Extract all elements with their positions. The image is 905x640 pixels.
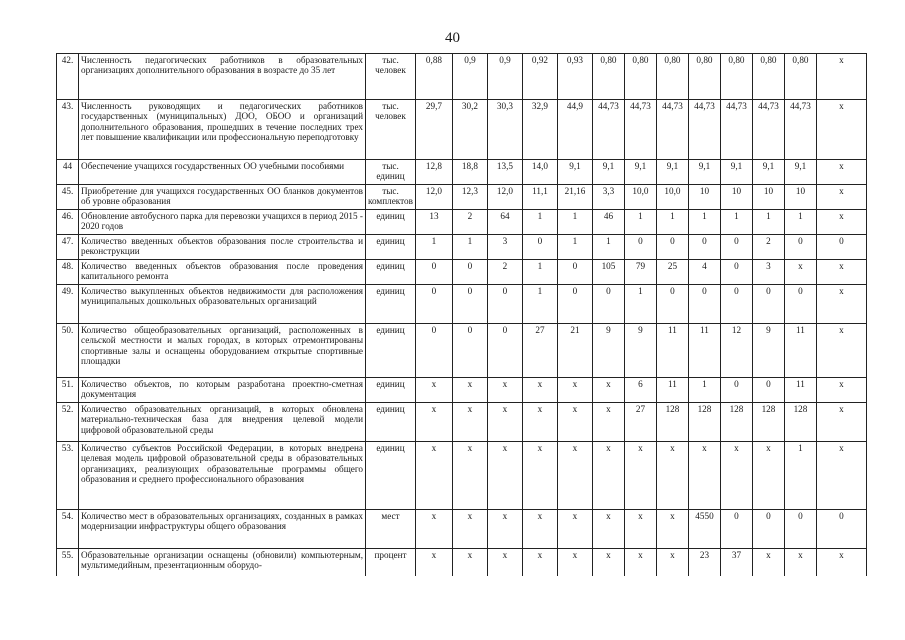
table-row — [57, 549, 867, 576]
row-number-cell: 55. — [57, 549, 79, 576]
unit-cell: тыс. человек — [366, 100, 416, 160]
value-cell: 9,1 — [557, 160, 592, 185]
value-cell: 13 — [415, 210, 452, 235]
value-cell: 4550 — [688, 510, 720, 549]
unit-cell: единиц — [366, 324, 416, 378]
row-number-cell: 48. — [57, 260, 79, 285]
value-cell: 128 — [688, 403, 720, 442]
value-cell: 0,88 — [415, 54, 452, 100]
value-cell: x — [656, 442, 688, 510]
row-number-cell: 51. — [57, 378, 79, 403]
value-cell: x — [816, 378, 866, 403]
row-number-cell: 44 — [57, 160, 79, 185]
value-cell: 0 — [592, 285, 624, 324]
value-cell: 1 — [557, 235, 592, 260]
unit-cell: тыс. человек — [366, 54, 416, 100]
value-cell: x — [415, 378, 452, 403]
value-cell: 10,0 — [656, 185, 688, 210]
unit-cell: тыс. комплектов — [366, 185, 416, 210]
table-row — [57, 235, 867, 260]
value-cell: 0 — [720, 260, 752, 285]
value-cell: 128 — [656, 403, 688, 442]
unit-cell: мест — [366, 510, 416, 549]
value-cell: x — [784, 549, 816, 576]
value-cell: x — [487, 378, 522, 403]
value-cell: 2 — [752, 235, 784, 260]
value-cell: 64 — [487, 210, 522, 235]
row-number-cell: 53. — [57, 442, 79, 510]
value-cell: x — [816, 54, 866, 100]
row-number-cell: 42. — [57, 54, 79, 100]
value-cell: 12,0 — [415, 185, 452, 210]
value-cell: x — [624, 549, 656, 576]
table-row — [57, 442, 867, 510]
value-cell: 0 — [452, 260, 487, 285]
value-cell: x — [487, 403, 522, 442]
value-cell: 0 — [752, 510, 784, 549]
indicator-description-cell: Количество мест в образовательных организациях, созданных в рамках модернизации инфраструктуры общего образования — [79, 510, 366, 549]
unit-cell: единиц — [366, 403, 416, 442]
value-cell: 44,73 — [784, 100, 816, 160]
value-cell: 0,80 — [720, 54, 752, 100]
value-cell: x — [816, 442, 866, 510]
value-cell: 0 — [415, 285, 452, 324]
value-cell: 3 — [752, 260, 784, 285]
value-cell: 9,1 — [784, 160, 816, 185]
value-cell: x — [487, 510, 522, 549]
value-cell: 4 — [688, 260, 720, 285]
indicator-description-cell: Количество введенных объектов образования после строительства и реконструкции — [79, 235, 366, 260]
value-cell: 12,3 — [452, 185, 487, 210]
table-row — [57, 378, 867, 403]
value-cell: 44,73 — [752, 100, 784, 160]
value-cell: 23 — [688, 549, 720, 576]
value-cell: 30,3 — [487, 100, 522, 160]
row-number-cell: 49. — [57, 285, 79, 324]
table-row — [57, 285, 867, 324]
value-cell: 27 — [624, 403, 656, 442]
value-cell: 11 — [784, 378, 816, 403]
unit-cell: единиц — [366, 442, 416, 510]
value-cell: 44,9 — [557, 100, 592, 160]
value-cell: 0 — [415, 260, 452, 285]
value-cell: 10 — [784, 185, 816, 210]
unit-cell: единиц — [366, 210, 416, 235]
unit-cell: единиц — [366, 285, 416, 324]
indicator-description-cell: Количество образовательных организаций, в которых обновлена материально-техническая база для внедрения целевой модели цифровой образовательной среды — [79, 403, 366, 442]
value-cell: 0 — [752, 378, 784, 403]
value-cell: 21 — [557, 324, 592, 378]
value-cell: 128 — [784, 403, 816, 442]
value-cell: 3,3 — [592, 185, 624, 210]
unit-cell: единиц — [366, 235, 416, 260]
value-cell: 1 — [688, 210, 720, 235]
value-cell: x — [522, 442, 557, 510]
value-cell: 1 — [720, 210, 752, 235]
value-cell: x — [656, 510, 688, 549]
value-cell: 30,2 — [452, 100, 487, 160]
value-cell: x — [816, 549, 866, 576]
table-body — [57, 54, 867, 576]
value-cell: 105 — [592, 260, 624, 285]
value-cell: x — [452, 378, 487, 403]
value-cell: x — [487, 442, 522, 510]
value-cell: 0 — [522, 235, 557, 260]
value-cell: x — [452, 442, 487, 510]
value-cell: x — [557, 549, 592, 576]
indicator-description-cell: Обновление автобусного парка для перевозки учащихся в период 2015 - 2020 годов — [79, 210, 366, 235]
table-row — [57, 403, 867, 442]
value-cell: 9,1 — [592, 160, 624, 185]
value-cell: 0 — [624, 235, 656, 260]
value-cell: 0,9 — [452, 54, 487, 100]
value-cell: x — [592, 378, 624, 403]
table-row — [57, 260, 867, 285]
indicator-description-cell: Численность руководящих и педагогических работников государственных (муниципальных) ДОО, ОБОО и организаций дополнительного образования, прошедших в течение последних трех лет повышение квалификации или профессиональную переподготовку — [79, 100, 366, 160]
table-row — [57, 160, 867, 185]
row-number-cell: 45. — [57, 185, 79, 210]
value-cell: 0,80 — [752, 54, 784, 100]
value-cell: 128 — [752, 403, 784, 442]
value-cell: x — [487, 549, 522, 576]
value-cell: 0 — [816, 235, 866, 260]
value-cell: x — [720, 442, 752, 510]
value-cell: 0 — [720, 378, 752, 403]
indicator-description-cell: Количество объектов, по которым разработана проектно-сметная документация — [79, 378, 366, 403]
indicator-description-cell: Количество введенных объектов образования после проведения капитального ремонта — [79, 260, 366, 285]
value-cell: 0 — [784, 235, 816, 260]
unit-cell: тыс. единиц — [366, 160, 416, 185]
page-number: 40 — [445, 30, 460, 46]
value-cell: 1 — [592, 235, 624, 260]
row-number-cell: 47. — [57, 235, 79, 260]
value-cell: x — [816, 403, 866, 442]
value-cell: x — [784, 260, 816, 285]
value-cell: 9,1 — [752, 160, 784, 185]
value-cell: x — [452, 549, 487, 576]
value-cell: 1 — [656, 210, 688, 235]
value-cell: 0 — [656, 285, 688, 324]
value-cell: 11,1 — [522, 185, 557, 210]
value-cell: 9,1 — [624, 160, 656, 185]
value-cell: 10 — [720, 185, 752, 210]
value-cell: 0,80 — [784, 54, 816, 100]
value-cell: 0 — [656, 235, 688, 260]
value-cell: x — [592, 403, 624, 442]
value-cell: x — [816, 260, 866, 285]
value-cell: 10 — [752, 185, 784, 210]
value-cell: 0,80 — [624, 54, 656, 100]
value-cell: 3 — [487, 235, 522, 260]
value-cell: x — [452, 510, 487, 549]
value-cell: 0,92 — [522, 54, 557, 100]
value-cell: 11 — [784, 324, 816, 378]
value-cell: 1 — [752, 210, 784, 235]
value-cell: x — [624, 442, 656, 510]
value-cell: x — [816, 185, 866, 210]
value-cell: 6 — [624, 378, 656, 403]
value-cell: x — [557, 403, 592, 442]
value-cell: 21,16 — [557, 185, 592, 210]
table-row — [57, 210, 867, 235]
value-cell: x — [816, 160, 866, 185]
value-cell: 12 — [720, 324, 752, 378]
value-cell: 10 — [688, 185, 720, 210]
value-cell: 10,0 — [624, 185, 656, 210]
value-cell: 25 — [656, 260, 688, 285]
indicator-description-cell: Образовательные организации оснащены (обновили) компьютерным, мультимедийным, презентационным оборудо- — [79, 549, 366, 576]
value-cell: 1 — [415, 235, 452, 260]
value-cell: 44,73 — [656, 100, 688, 160]
value-cell: 9,1 — [656, 160, 688, 185]
value-cell: 2 — [452, 210, 487, 235]
value-cell: 44,73 — [624, 100, 656, 160]
value-cell: 1 — [522, 285, 557, 324]
indicator-description-cell: Обеспечение учащихся государственных ОО учебными пособиями — [79, 160, 366, 185]
value-cell: x — [592, 510, 624, 549]
value-cell: 128 — [720, 403, 752, 442]
value-cell: 44,73 — [592, 100, 624, 160]
value-cell: x — [522, 510, 557, 549]
value-cell: x — [688, 442, 720, 510]
indicator-description-cell: Количество выкупленных объектов недвижимости для расположения муниципальных дошкольных образовательных организаций — [79, 285, 366, 324]
value-cell: 11 — [656, 324, 688, 378]
value-cell: 0 — [720, 510, 752, 549]
value-cell: 0 — [688, 235, 720, 260]
value-cell: 12,0 — [487, 185, 522, 210]
unit-cell: процент — [366, 549, 416, 576]
value-cell: x — [415, 442, 452, 510]
value-cell: x — [557, 442, 592, 510]
value-cell: 9 — [752, 324, 784, 378]
value-cell: 0,80 — [688, 54, 720, 100]
value-cell: 1 — [688, 378, 720, 403]
indicator-description-cell: Количество общеобразовательных организаций, расположенных в сельской местности и малых городах, в которых отремонтированы спортивные залы и оснащены оборудованием открытые спортивные площадки — [79, 324, 366, 378]
value-cell: 0 — [688, 285, 720, 324]
value-cell: 11 — [656, 378, 688, 403]
value-cell: 29,7 — [415, 100, 452, 160]
value-cell: x — [522, 549, 557, 576]
indicator-description-cell: Численность педагогических работников в образовательных организациях дополнительного образования в возрасте до 35 лет — [79, 54, 366, 100]
row-number-cell: 46. — [57, 210, 79, 235]
value-cell: 27 — [522, 324, 557, 378]
value-cell: x — [415, 403, 452, 442]
value-cell: 0 — [752, 285, 784, 324]
value-cell: x — [592, 549, 624, 576]
value-cell: 1 — [557, 210, 592, 235]
value-cell: 79 — [624, 260, 656, 285]
value-cell: x — [522, 378, 557, 403]
table-row — [57, 54, 867, 100]
value-cell: 44,73 — [720, 100, 752, 160]
value-cell: 1 — [452, 235, 487, 260]
value-cell: 1 — [522, 210, 557, 235]
row-number-cell: 43. — [57, 100, 79, 160]
value-cell: 13,5 — [487, 160, 522, 185]
value-cell: 0 — [487, 285, 522, 324]
value-cell: 1 — [522, 260, 557, 285]
table-row — [57, 510, 867, 549]
value-cell: x — [624, 510, 656, 549]
value-cell: 1 — [784, 442, 816, 510]
value-cell: x — [816, 324, 866, 378]
table-row — [57, 100, 867, 160]
value-cell: x — [816, 285, 866, 324]
value-cell: 0 — [816, 510, 866, 549]
value-cell: 1 — [624, 210, 656, 235]
value-cell: 9,1 — [688, 160, 720, 185]
value-cell: x — [816, 210, 866, 235]
unit-cell: единиц — [366, 378, 416, 403]
value-cell: 0,93 — [557, 54, 592, 100]
value-cell: 0 — [487, 324, 522, 378]
table-row — [57, 324, 867, 378]
value-cell: x — [592, 442, 624, 510]
value-cell: 37 — [720, 549, 752, 576]
value-cell: x — [415, 549, 452, 576]
value-cell: 46 — [592, 210, 624, 235]
value-cell: 0 — [452, 285, 487, 324]
value-cell: x — [557, 510, 592, 549]
indicator-description-cell: Количество субъектов Российской Федерации, в которых внедрена целевая модель цифровой образовательной среды в образовательных организациях, реализующих образовательные программы общего образования и среднего профессионального образования — [79, 442, 366, 510]
table-row — [57, 185, 867, 210]
value-cell: 1 — [624, 285, 656, 324]
value-cell: 9 — [624, 324, 656, 378]
value-cell: 0 — [415, 324, 452, 378]
value-cell: 0 — [452, 324, 487, 378]
value-cell: 2 — [487, 260, 522, 285]
value-cell: x — [415, 510, 452, 549]
indicator-description-cell: Приобретение для учащихся государственных ОО бланков документов об уровне образования — [79, 185, 366, 210]
value-cell: 9 — [592, 324, 624, 378]
value-cell: 0 — [784, 510, 816, 549]
value-cell: x — [752, 442, 784, 510]
value-cell: 0,80 — [592, 54, 624, 100]
row-number-cell: 50. — [57, 324, 79, 378]
value-cell: 1 — [784, 210, 816, 235]
value-cell: 0,80 — [656, 54, 688, 100]
value-cell: 0 — [720, 285, 752, 324]
value-cell: 11 — [688, 324, 720, 378]
value-cell: 9,1 — [720, 160, 752, 185]
value-cell: x — [816, 100, 866, 160]
value-cell: x — [557, 378, 592, 403]
value-cell: 0 — [720, 235, 752, 260]
row-number-cell: 52. — [57, 403, 79, 442]
value-cell: 0,9 — [487, 54, 522, 100]
value-cell: 0 — [557, 260, 592, 285]
row-number-cell: 54. — [57, 510, 79, 549]
value-cell: 32,9 — [522, 100, 557, 160]
value-cell: x — [452, 403, 487, 442]
value-cell: 44,73 — [688, 100, 720, 160]
unit-cell: единиц — [366, 260, 416, 285]
value-cell: 12,8 — [415, 160, 452, 185]
value-cell: 0 — [557, 285, 592, 324]
value-cell: x — [522, 403, 557, 442]
value-cell: 18,8 — [452, 160, 487, 185]
value-cell: x — [752, 549, 784, 576]
value-cell: 14,0 — [522, 160, 557, 185]
value-cell: x — [656, 549, 688, 576]
value-cell: 0 — [784, 285, 816, 324]
indicators-table — [56, 53, 867, 576]
